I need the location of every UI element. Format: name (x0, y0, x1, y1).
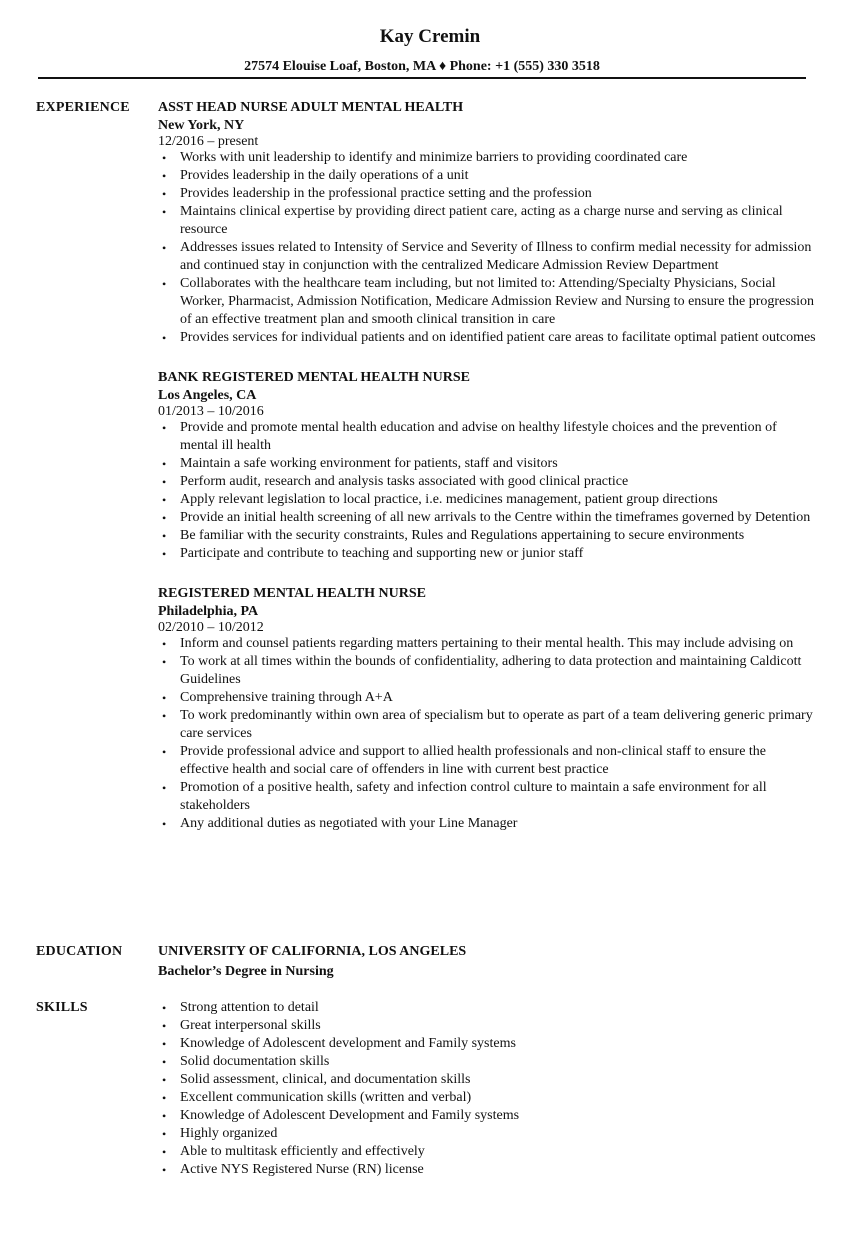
bullet-icon: • (162, 511, 167, 525)
job-duties (158, 149, 818, 347)
bullet-icon: • (162, 1109, 167, 1123)
duty-item: • Perform audit, research and analysis tasks associated with good clinical practice (162, 474, 629, 489)
job-entry (158, 369, 818, 563)
bullet-icon: • (162, 1073, 167, 1087)
skills-body (158, 999, 818, 1179)
experience-list (158, 99, 818, 855)
school-name: UNIVERSITY OF CALIFORNIA, LOS ANGELES (158, 944, 467, 959)
skill-item: • Solid assessment, clinical, and documentation skills (162, 1072, 471, 1087)
bullet-icon: • (162, 691, 167, 705)
bullet-icon: • (162, 655, 167, 669)
bullet-icon: • (162, 1127, 167, 1141)
job-dates: 12/2016 – present (158, 134, 259, 149)
section-label-experience: EXPERIENCE (36, 100, 130, 115)
duty-item: • Participate and contribute to teaching and supporting new or junior staff (162, 546, 584, 561)
skills-list (158, 999, 818, 1179)
duty-item: • Addresses issues related to Intensity of Service and Severity of Illness to confirm medial necessity for admission and continued stay in conjunction with the centralized Medicare Admission Review Department (162, 240, 812, 273)
bullet-icon: • (162, 1145, 167, 1159)
skill-item: • Highly organized (162, 1126, 278, 1141)
bullet-icon: • (162, 1091, 167, 1105)
duty-item: • Apply relevant legislation to local practice, i.e. medicines management, patient group directions (162, 492, 718, 507)
bullet-icon: • (162, 1055, 167, 1069)
job-duties (158, 419, 818, 563)
bullet-icon: • (162, 781, 167, 795)
duty-item: • Provide professional advice and support to allied health professionals and non-clinical staff to ensure the effective health and social care of offenders in line with current best practice (162, 744, 767, 777)
bullet-icon: • (162, 421, 167, 435)
skill-item: • Able to multitask efficiently and effectively (162, 1144, 425, 1159)
job-entry (158, 585, 818, 833)
job-title: REGISTERED MENTAL HEALTH NURSE (158, 586, 427, 601)
header-divider (38, 77, 806, 79)
bullet-icon: • (162, 241, 167, 255)
duty-item: • Maintains clinical expertise by providing direct patient care, acting as a charge nurse and serving as clinical resource (162, 204, 783, 237)
job-entry (158, 99, 818, 347)
duty-item: • Promotion of a positive health, safety and infection control culture to maintain a safe environment for all stakeholders (162, 780, 767, 813)
skill-item: • Knowledge of Adolescent Development and Family systems (162, 1108, 520, 1123)
job-title: ASST HEAD NURSE ADULT MENTAL HEALTH (158, 100, 464, 115)
bullet-icon: • (162, 637, 167, 651)
bullet-icon: • (162, 709, 167, 723)
skill-item: • Strong attention to detail (162, 1000, 319, 1015)
duty-item: • Inform and counsel patients regarding matters pertaining to their mental health. This may include advising on (162, 636, 794, 651)
bullet-icon: • (162, 1037, 167, 1051)
duty-item: • Works with unit leadership to identify and minimize barriers to providing coordinated care (162, 150, 688, 165)
bullet-icon: • (162, 205, 167, 219)
skill-item: • Knowledge of Adolescent development and Family systems (162, 1036, 516, 1051)
job-dates: 01/2013 – 10/2016 (158, 404, 264, 419)
bullet-icon: • (162, 331, 167, 345)
bullet-icon: • (162, 493, 167, 507)
duty-item: • Provide an initial health screening of all new arrivals to the Centre within the timeframes governed by Detention (162, 510, 811, 525)
duty-item: • Collaborates with the healthcare team including, but not limited to: Attending/Specialty Physicians, Social Worker, Pharmacist, Admission Notification, Medicare Admission Review and Nursing to ensure the progression of an effective treatment plan and smooth clinical transition in care (162, 276, 815, 327)
section-label-skills: SKILLS (36, 1000, 88, 1015)
duty-item: • To work predominantly within own area of specialism but to operate as part of a team delivering generic primary care services (162, 708, 813, 741)
job-location: Philadelphia, PA (158, 604, 259, 619)
bullet-icon: • (162, 187, 167, 201)
education-body (158, 943, 818, 983)
skill-item: • Excellent communication skills (written and verbal) (162, 1090, 472, 1105)
job-dates: 02/2010 – 10/2012 (158, 620, 264, 635)
section-label-education: EDUCATION (36, 944, 123, 959)
bullet-icon: • (162, 151, 167, 165)
job-location: New York, NY (158, 118, 245, 133)
job-title: BANK REGISTERED MENTAL HEALTH NURSE (158, 370, 470, 385)
duty-item: • Be familiar with the security constraints, Rules and Regulations appertaining to secure environments (162, 528, 745, 543)
contact-line: 27574 Elouise Loaf, Boston, MA ♦ Phone: +1 (555) 330 3518 (244, 59, 600, 74)
duty-item: • Provides leadership in the professional practice setting and the profession (162, 186, 592, 201)
skill-item: • Great interpersonal skills (162, 1018, 321, 1033)
bullet-icon: • (162, 169, 167, 183)
duty-item: • Any additional duties as negotiated with your Line Manager (162, 816, 518, 831)
job-location: Los Angeles, CA (158, 388, 257, 403)
duty-item: • Provides leadership in the daily operations of a unit (162, 168, 469, 183)
duty-item: • Provide and promote mental health education and advise on healthy lifestyle choices and the prevention of mental ill health (162, 420, 777, 453)
duty-item: • Provides services for individual patients and on identified patient care areas to facilitate optimal patient outcomes (162, 330, 816, 345)
duty-item: • To work at all times within the bounds of confidentiality, adhering to data protection and maintaining Caldicott Guidelines (162, 654, 802, 687)
duty-item: • Comprehensive training through A+A (162, 690, 393, 705)
bullet-icon: • (162, 547, 167, 561)
bullet-icon: • (162, 475, 167, 489)
bullet-icon: • (162, 745, 167, 759)
bullet-icon: • (162, 457, 167, 471)
candidate-name: Kay Cremin (379, 26, 481, 47)
bullet-icon: • (162, 277, 167, 291)
skill-item: • Solid documentation skills (162, 1054, 330, 1069)
bullet-icon: • (162, 529, 167, 543)
bullet-icon: • (162, 1001, 167, 1015)
duty-item: • Maintain a safe working environment for patients, staff and visitors (162, 456, 558, 471)
degree-name: Bachelor’s Degree in Nursing (158, 964, 334, 979)
bullet-icon: • (162, 1019, 167, 1033)
bullet-icon: • (162, 817, 167, 831)
skill-item: • Active NYS Registered Nurse (RN) license (162, 1162, 424, 1177)
job-duties (158, 635, 818, 833)
bullet-icon: • (162, 1163, 167, 1177)
